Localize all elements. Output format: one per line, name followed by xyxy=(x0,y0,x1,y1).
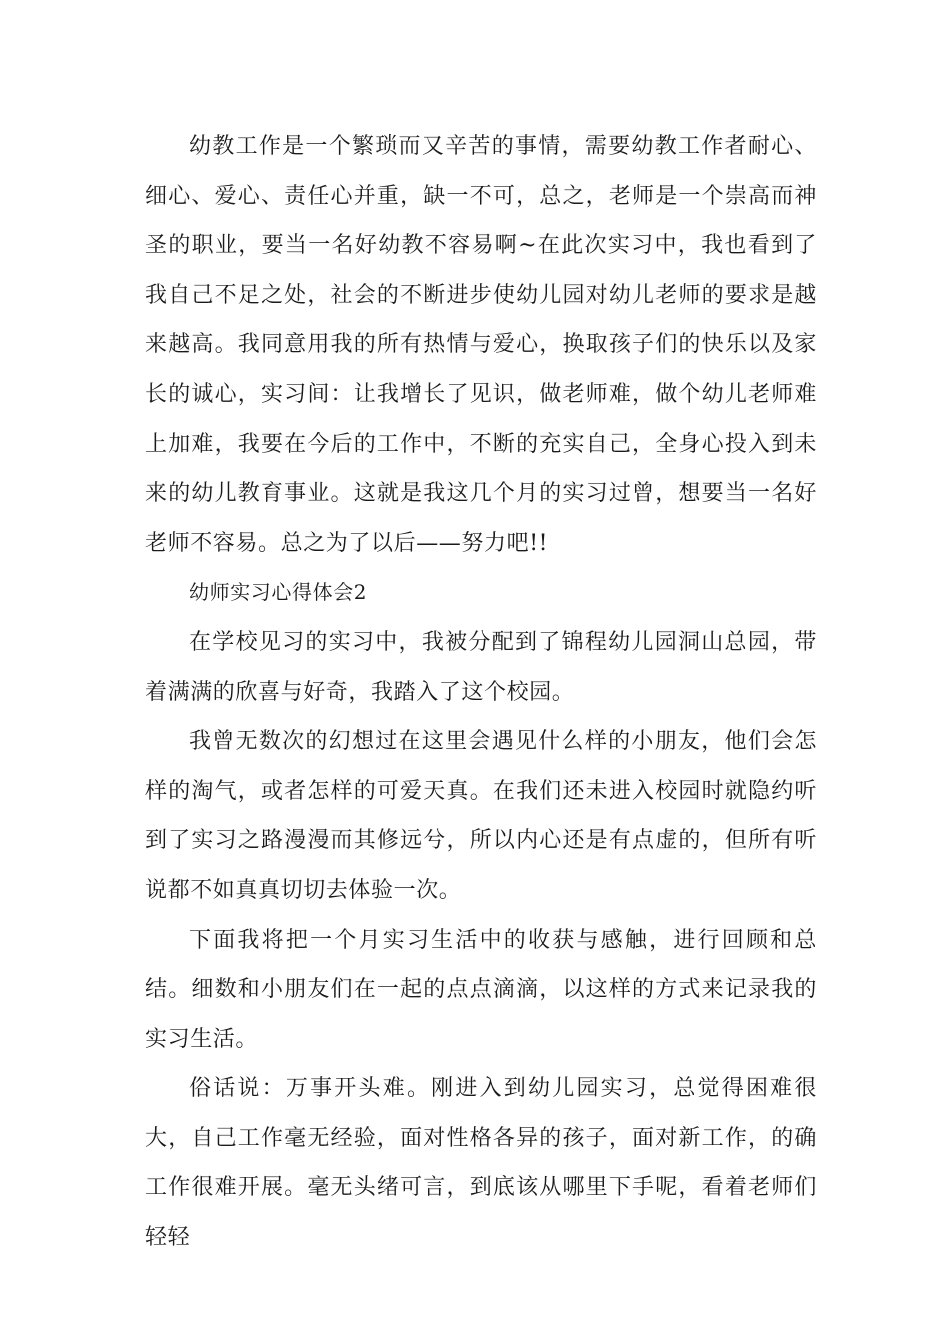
paragraph: 俗话说：万事开头难。刚进入到幼儿园实习，总觉得困难很大，自己工作毫无经验，面对性格各异的孩子，面对新工作，的确工作很难开展。毫无头绪可言，到底该从哪里下手呢，看着老师们轻轻 xyxy=(145,1076,817,1251)
section-heading: 幼师实习心得体会2 xyxy=(189,580,368,605)
paragraph: 幼教工作是一个繁琐而又辛苦的事情，需要幼教工作者耐心、细心、爱心、责任心并重，缺一不可，总之，老师是一个崇高而神圣的职业，要当一名好幼教不容易啊~在此次实习中，我也看到了我自己不足之处，社会的不断进步使幼儿园对幼儿老师的要求是越来越高。我同意用我的所有热情与爱心，换取孩子们的快乐以及家长的诚心，实习间：让我增长了见识，做老师难，做个幼儿老师难上加难，我要在今后的工作中，不断的充实自己，全身心投入到未来的幼儿教育事业。这就是我这几个月的实习过曾，想要当一名好老师不容易。总之为了以后——努力吧!! xyxy=(145,134,817,556)
paragraph: 下面我将把一个月实习生活中的收获与感触，进行回顾和总结。细数和小朋友们在一起的点点滴滴，以这样的方式来记录我的实习生活。 xyxy=(145,927,817,1052)
paragraph: 在学校见习的实习中，我被分配到了锦程幼儿园洞山总园，带着满满的欣喜与好奇，我踏入了这个校园。 xyxy=(145,629,817,705)
paragraph: 我曾无数次的幻想过在这里会遇见什么样的小朋友，他们会怎样的淘气，或者怎样的可爱天真。在我们还未进入校园时就隐约听到了实习之路漫漫而其修远兮，所以内心还是有点虚的，但所有听说都不如真真切切去体验一次。 xyxy=(145,729,817,903)
document-body xyxy=(145,122,817,1263)
